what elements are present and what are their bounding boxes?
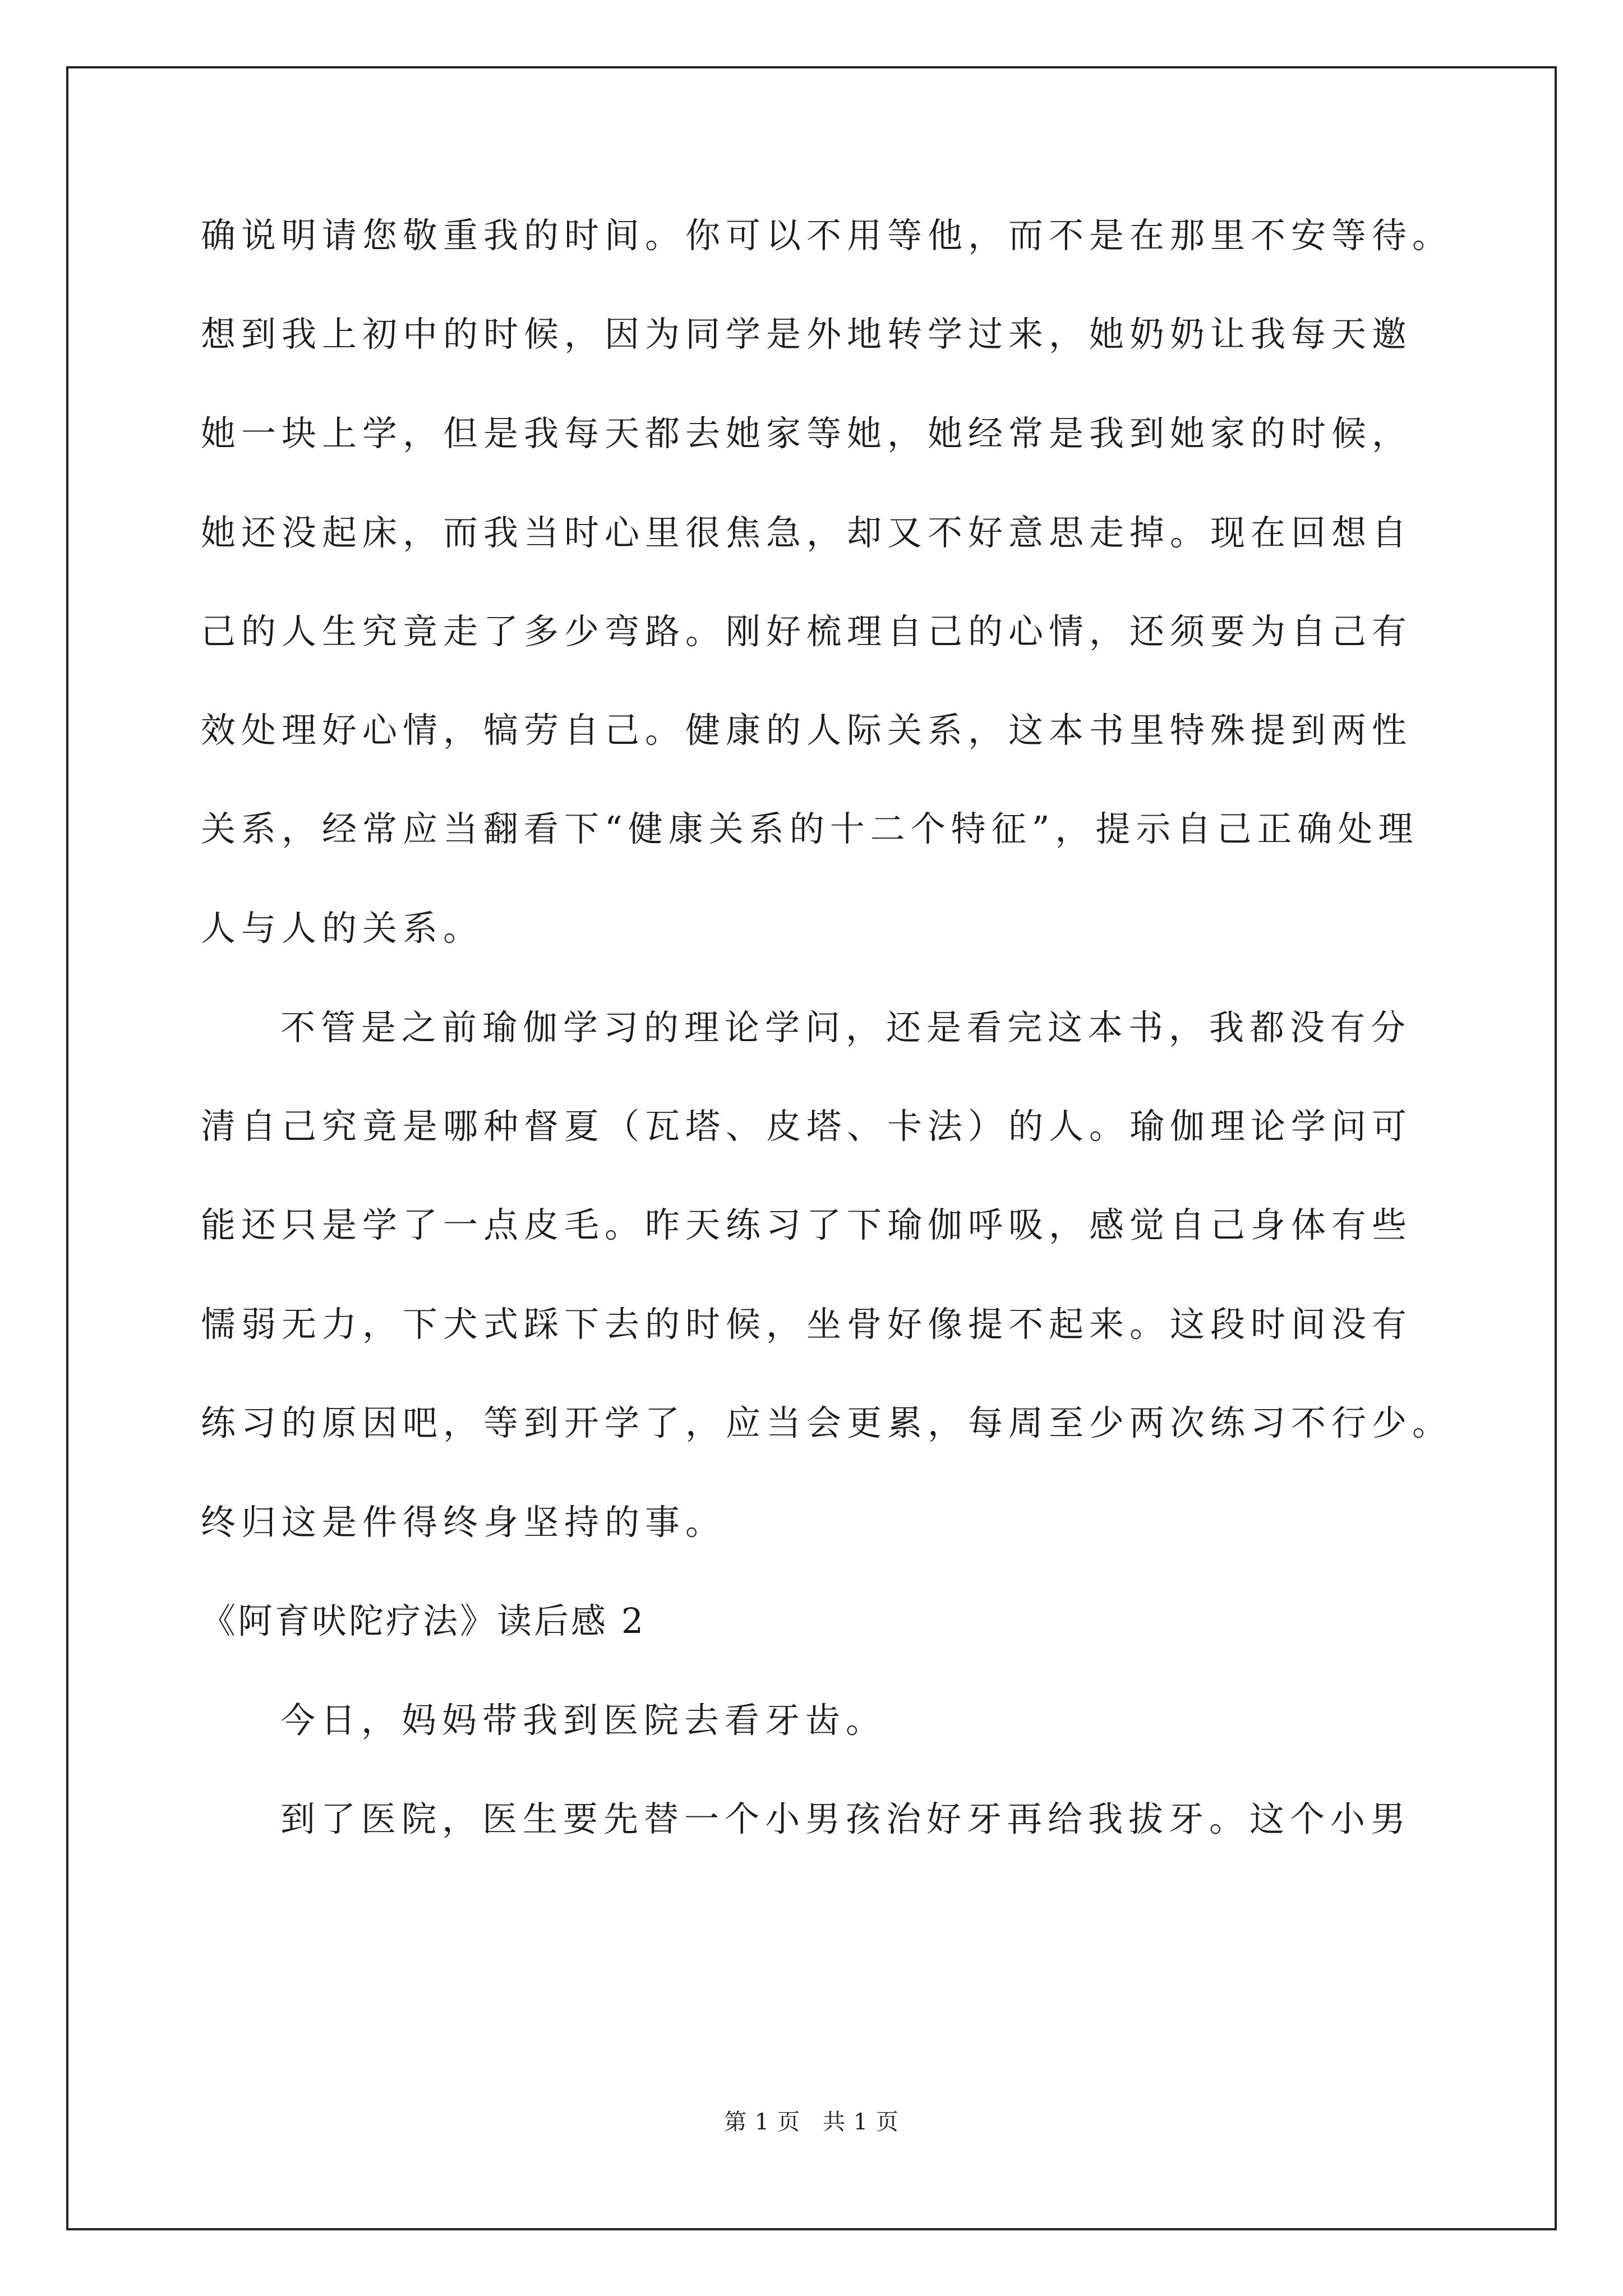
section-heading: 《阿育吠陀疗法》读后感 2 [201, 1600, 646, 1641]
body-line-13: 练习的原因吧，等到开学了，应当会更累，每周至少两次练习不行少。 [201, 1402, 1453, 1443]
body-line-14: 终归这是件得终身坚持的事。 [201, 1502, 726, 1543]
body-line-12: 懦弱无力，下犬式踩下去的时候，坐骨好像提不起来。这段时间没有 [201, 1304, 1413, 1345]
page-number: 第 1 页 [724, 2109, 800, 2135]
body-line-17: 到了医院，医生要先替一个小男孩治好牙再给我拔牙。这个小男 [280, 1798, 1412, 1839]
body-line-4: 她还没起床，而我当时心里很焦急，却又不好意思走掉。现在回想自 [201, 512, 1413, 553]
body-line-11: 能还只是学了一点皮毛。昨天练习了下瑜伽呼吸，感觉自己身体有些 [201, 1204, 1413, 1245]
body-line-5: 己的人生究竟走了多少弯路。刚好梳理自己的心情，还须要为自己有 [201, 611, 1413, 652]
body-line-8: 人与人的关系。 [201, 908, 484, 949]
body-line-16: 今日，妈妈带我到医院去看牙齿。 [280, 1700, 887, 1741]
page-footer [0, 2108, 1623, 2136]
body-line-10: 清自己究竟是哪种督夏（瓦塔、皮塔、卡法）的人。瑜伽理论学问可 [201, 1106, 1413, 1147]
body-line-6: 效处理好心情，犒劳自己。健康的人际关系，这本书里特殊提到两性 [201, 710, 1413, 751]
body-line-7: 关系，经常应当翻看下“健康关系的十二个特征”，提示自己正确处理 [201, 808, 1419, 849]
body-line-3: 她一块上学，但是我每天都去她家等她，她经常是我到她家的时候， [201, 413, 1413, 454]
body-line-1: 确说明请您敬重我的时间。你可以不用等他，而不是在那里不安等待。 [201, 215, 1453, 256]
body-line-9: 不管是之前瑜伽学习的理论学问，还是看完这本书，我都没有分 [280, 1007, 1412, 1048]
page-total: 共 1 页 [823, 2109, 899, 2135]
body-line-2: 想到我上初中的时候，因为同学是外地转学过来，她奶奶让我每天邀 [201, 314, 1413, 355]
